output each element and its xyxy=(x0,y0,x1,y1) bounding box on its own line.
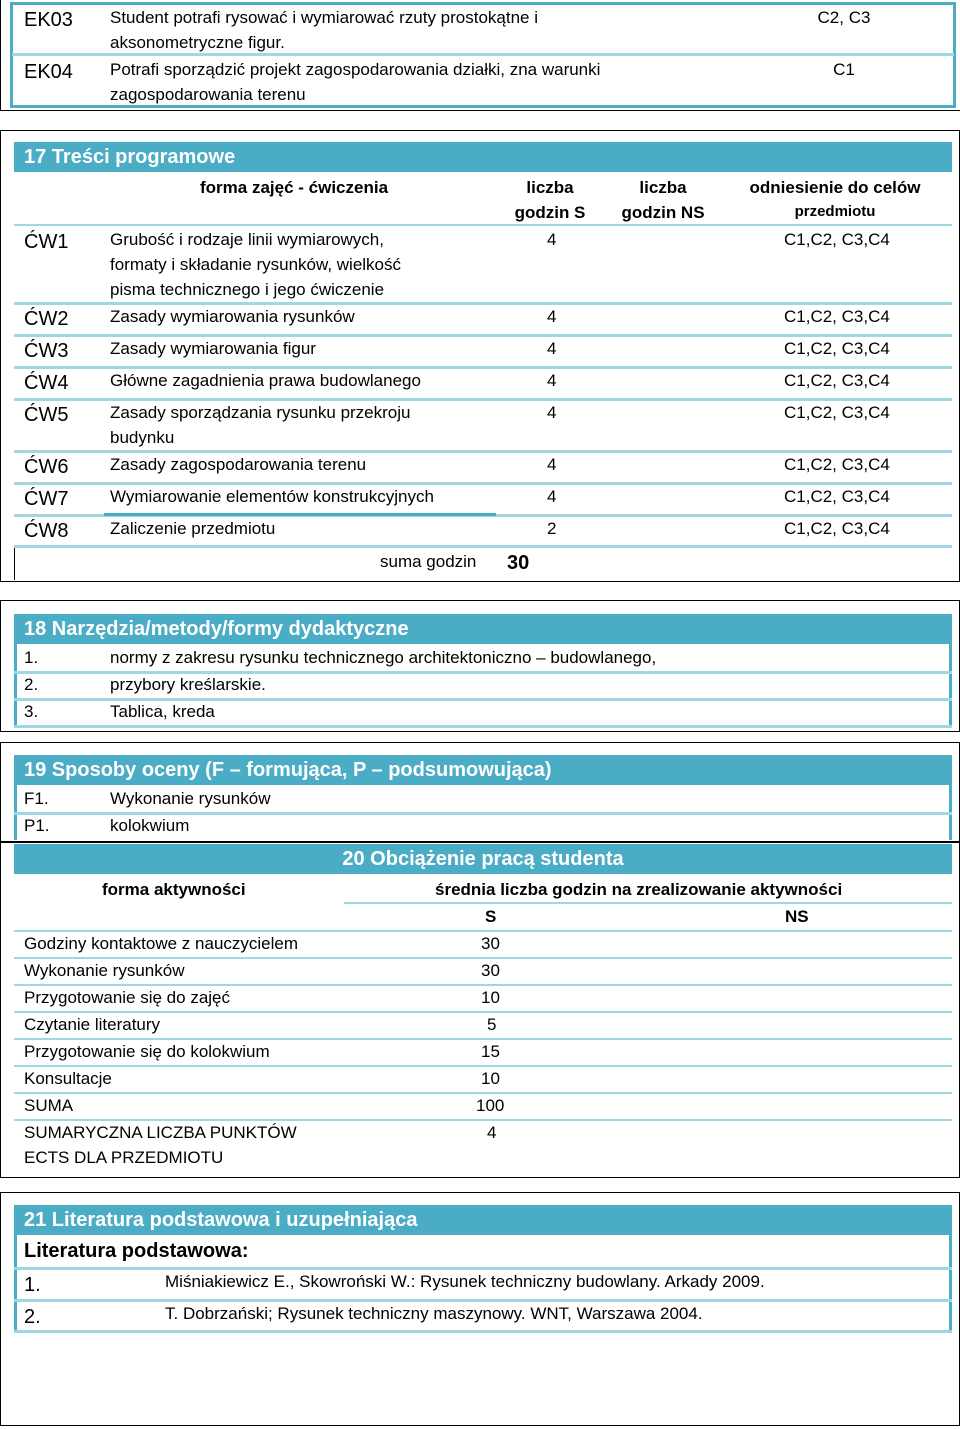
section21-title-text: 21 Literatura podstawowa i uzupełniająca xyxy=(24,1209,418,1231)
activity-s: 10 xyxy=(481,988,500,1007)
cw-goals: C1,C2, C3,C4 xyxy=(784,307,890,326)
row-divider xyxy=(14,1330,952,1333)
section18-title xyxy=(14,614,952,644)
cw-code: ĆW8 xyxy=(24,520,69,542)
cw-text: budynku xyxy=(110,428,175,447)
cw-code: ĆW4 xyxy=(24,372,69,394)
tool-text: Tablica, kreda xyxy=(110,702,215,721)
cw-goals: C1,C2, C3,C4 xyxy=(784,371,890,390)
assess-text: kolokwium xyxy=(110,816,190,835)
ek-code: EK04 xyxy=(24,61,73,83)
section20-title-bar xyxy=(14,844,952,874)
cw-code: ĆW6 xyxy=(24,456,69,478)
cw-goals: C1,C2, C3,C4 xyxy=(784,487,890,506)
cw-hours: 2 xyxy=(547,519,557,538)
section18-title-text: 18 Narzędzia/metody/formy dydaktyczne xyxy=(24,618,409,640)
cw-text: Wymiarowanie elementów konstrukcyjnych xyxy=(110,487,434,506)
cw-text: Zasady wymiarowania figur xyxy=(110,339,316,358)
activity-s: 30 xyxy=(481,934,500,953)
tool-num: 2. xyxy=(24,675,39,694)
section19-title xyxy=(14,755,952,785)
ek-code: EK03 xyxy=(24,9,73,31)
section17-title xyxy=(14,142,952,172)
cw-code: ĆW1 xyxy=(24,231,69,253)
section19-left-rule xyxy=(14,755,17,840)
section17-title-text: 17 Treści programowe xyxy=(24,146,236,168)
sum-value: 30 xyxy=(507,552,530,574)
cw-text: Zasady sporządzania rysunku przekroju xyxy=(110,403,411,422)
section21-title xyxy=(14,1205,952,1235)
ek-text: Student potrafi rysować i wymiarować rzuty prostokątne i xyxy=(110,8,539,27)
cw-goals: C1,C2, C3,C4 xyxy=(784,455,890,474)
col-ns-header: godzin NS xyxy=(621,203,705,222)
row-divider xyxy=(14,725,952,728)
ek-text: Potrafi sporządzić projekt zagospodarowania działki, zna warunki xyxy=(110,60,601,79)
col-avg-header: średnia liczba godzin na zrealizowanie aktywności xyxy=(435,880,843,899)
assess-num: F1. xyxy=(24,789,49,808)
cw-hours: 4 xyxy=(547,230,557,249)
section17-header-divider xyxy=(14,224,952,226)
section20-left-rule xyxy=(14,844,17,874)
cw-code: ĆW5 xyxy=(24,404,69,426)
col-goal-header: przedmiotu xyxy=(794,203,876,220)
col-s-header: godzin S xyxy=(514,203,586,222)
cw-goals: C1,C2, C3,C4 xyxy=(784,519,890,538)
ects-value: 4 xyxy=(487,1123,497,1142)
sum-left-rule xyxy=(14,548,15,580)
section18-right-rule xyxy=(949,614,952,726)
section18-left-rule xyxy=(14,614,17,726)
activity-label: Godziny kontaktowe z nauczycielem xyxy=(24,934,299,953)
ek-text: zagospodarowania terenu xyxy=(110,85,306,104)
literature-num: 1. xyxy=(24,1274,41,1296)
activity-label: Konsultacje xyxy=(24,1069,112,1088)
ects-label: SUMARYCZNA LICZBA PUNKTÓW xyxy=(24,1123,297,1142)
cw-text: Zasady wymiarowania rysunków xyxy=(110,307,355,326)
activity-s: 100 xyxy=(476,1096,505,1115)
row-divider xyxy=(14,545,952,548)
ek-goals: C2, C3 xyxy=(817,8,871,27)
literature-text: Miśniakiewicz E., Skowroński W.: Rysunek techniczny budowlany. Arkady 2009. xyxy=(165,1272,765,1291)
activity-label: Przygotowanie się do zajęć xyxy=(24,988,231,1007)
ek-frame-left xyxy=(0,0,1,110)
cw-hours: 4 xyxy=(547,455,557,474)
cw-text: formaty i składanie rysunków, wielkość xyxy=(110,255,402,274)
cw-text: Zaliczenie przedmiotu xyxy=(110,519,276,538)
assess-text: Wykonanie rysunków xyxy=(110,789,271,808)
col-goal-header: odniesienie do celów xyxy=(749,178,921,197)
activity-s: 10 xyxy=(481,1069,500,1088)
tool-num: 1. xyxy=(24,648,39,667)
cw-hours: 4 xyxy=(547,371,557,390)
cw-code: ĆW2 xyxy=(24,308,69,330)
cw-text: Grubość i rodzaje linii wymiarowych, xyxy=(110,230,384,249)
col-ns-header: NS xyxy=(785,907,809,926)
avg-header-underline xyxy=(344,902,952,904)
activity-s: 30 xyxy=(481,961,500,980)
activity-label: SUMA xyxy=(24,1096,74,1115)
cw-hours: 4 xyxy=(547,307,557,326)
cw-goals: C1,C2, C3,C4 xyxy=(784,339,890,358)
tool-num: 3. xyxy=(24,702,39,721)
cw-goals: C1,C2, C3,C4 xyxy=(784,230,890,249)
row-divider-accent xyxy=(104,513,496,516)
tool-text: przybory kreślarskie. xyxy=(110,675,266,694)
ek-goals: C1 xyxy=(833,60,855,79)
section19-right-rule xyxy=(949,755,952,840)
ek-frame-bottom xyxy=(0,110,960,111)
cw-text: Główne zagadnienia prawa budowlanego xyxy=(110,371,421,390)
col-s-header: liczba xyxy=(526,178,574,197)
col-ns-header: liczba xyxy=(639,178,687,197)
tool-text: normy z zakresu rysunku technicznego architektoniczno – budowlanego, xyxy=(110,648,657,667)
activity-s: 15 xyxy=(481,1042,500,1061)
cw-code: ĆW7 xyxy=(24,488,69,510)
literature-text: T. Dobrzański; Rysunek techniczny maszynowy. WNT, Warszawa 2004. xyxy=(165,1304,703,1323)
literature-subtitle: Literatura podstawowa: xyxy=(24,1240,249,1262)
cw-goals: C1,C2, C3,C4 xyxy=(784,403,890,422)
cw-text: Zasady zagospodarowania terenu xyxy=(110,455,367,474)
col-activity-header: forma aktywności xyxy=(102,880,246,899)
activity-label: Czytanie literatury xyxy=(24,1015,161,1034)
cw-hours: 4 xyxy=(547,403,557,422)
col-s-header: S xyxy=(485,907,497,926)
cw-hours: 4 xyxy=(547,339,557,358)
section19-title-text: 19 Sposoby oceny (F – formująca, P – podsumowująca) xyxy=(24,759,552,781)
activity-label: Wykonanie rysunków xyxy=(24,961,185,980)
cw-code: ĆW3 xyxy=(24,340,69,362)
section20-title-text: 20 Obciążenie pracą studenta xyxy=(342,848,624,870)
activity-label: Przygotowanie się do kolokwium xyxy=(24,1042,270,1061)
literature-num: 2. xyxy=(24,1306,41,1328)
col-form-header: forma zajęć - ćwiczenia xyxy=(200,178,389,197)
cw-text: pisma technicznego i jego ćwiczenie xyxy=(110,280,385,299)
cw-hours: 4 xyxy=(547,487,557,506)
assess-num: P1. xyxy=(24,816,50,835)
activity-s: 5 xyxy=(487,1015,497,1034)
ects-label: ECTS DLA PRZEDMIOTU xyxy=(24,1148,224,1167)
sum-label: suma godzin xyxy=(380,552,477,571)
ek-text: aksonometryczne figur. xyxy=(110,33,285,52)
